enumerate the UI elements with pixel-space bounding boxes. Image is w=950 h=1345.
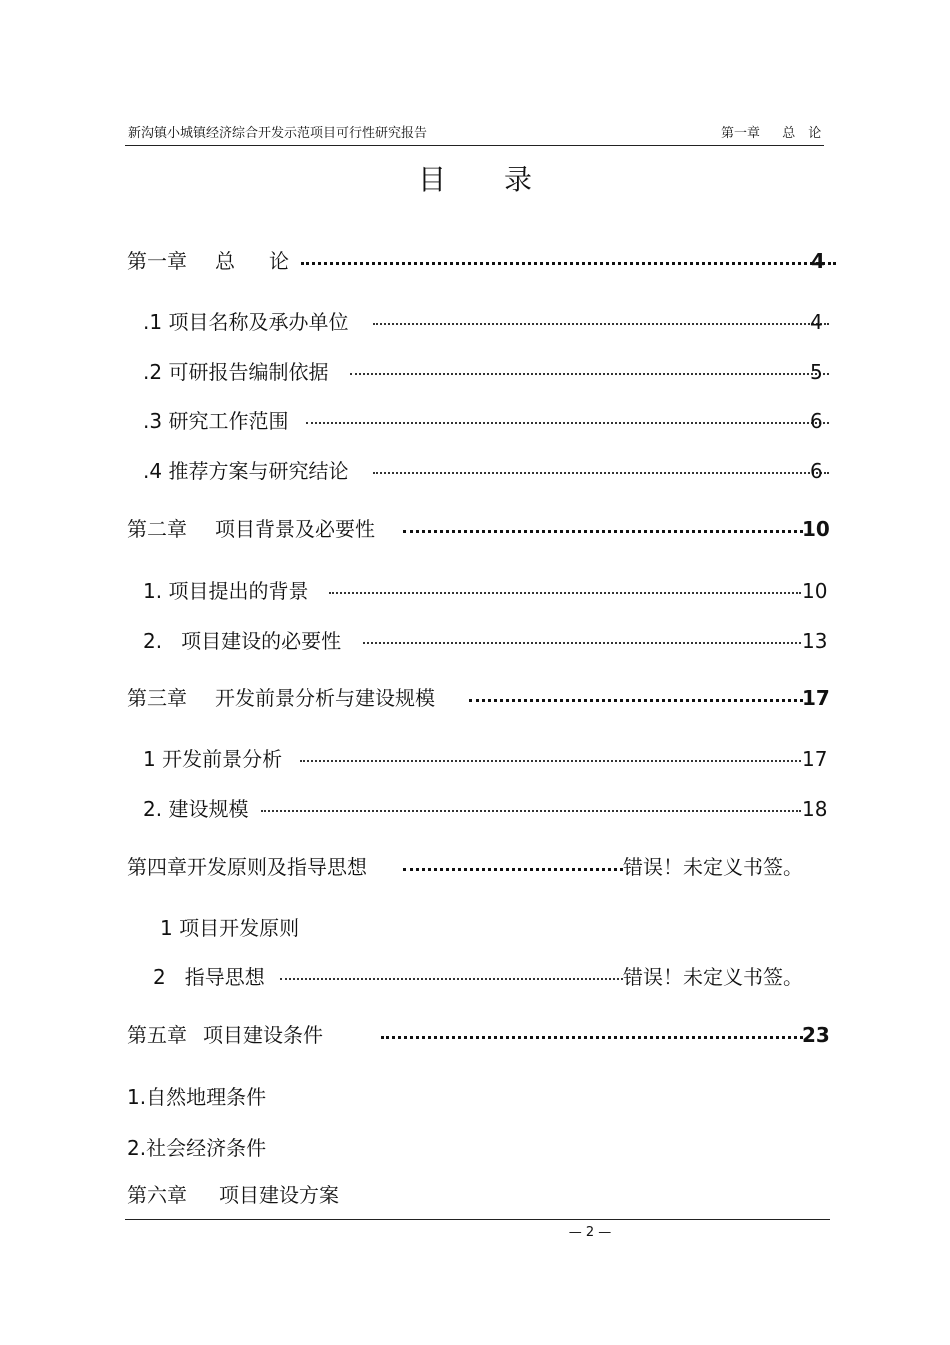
- toc-section-label: 1. 项目提出的背景: [143, 579, 309, 603]
- toc-section-label: 1 项目开发原则: [160, 916, 300, 940]
- toc-section-1-2[interactable]: [143, 357, 833, 387]
- toc-section-1-4[interactable]: [143, 456, 833, 486]
- toc-leader: [381, 1036, 803, 1039]
- toc-section-page: 6: [810, 409, 823, 433]
- toc-section-3-2[interactable]: [143, 794, 833, 824]
- toc-section-2-1[interactable]: [143, 576, 833, 606]
- toc-chapter-6[interactable]: [127, 1180, 527, 1210]
- toc-chapter-5[interactable]: [127, 1020, 837, 1050]
- footer-rule: [125, 1219, 830, 1220]
- toc-chapter-4[interactable]: [127, 852, 837, 882]
- toc-section-page: 18: [802, 797, 828, 821]
- toc-section-5-1[interactable]: [127, 1082, 527, 1112]
- toc-leader: [373, 472, 829, 474]
- toc-leader: [403, 868, 623, 871]
- toc-chapter-3-label: 第三章 开发前景分析与建设规模: [127, 686, 435, 710]
- toc-section-label: 2 指导思想: [153, 965, 265, 989]
- toc-chapter-1-page: 4: [811, 249, 825, 273]
- header-rule: [125, 145, 824, 146]
- toc-section-page: 5: [810, 360, 823, 384]
- toc-section-label: 1.自然地理条件: [127, 1085, 267, 1109]
- toc-section-4-1[interactable]: [160, 913, 560, 943]
- toc-chapter-6-label: 第六章 项目建设方案: [127, 1183, 339, 1207]
- toc-chapter-1[interactable]: [127, 246, 837, 276]
- toc-leader: [261, 810, 801, 812]
- toc-chapter-3[interactable]: [127, 683, 837, 713]
- toc-section-page: 10: [802, 579, 828, 603]
- toc-section-label: .3 研究工作范围: [143, 409, 289, 433]
- toc-section-label: .1 项目名称及承办单位: [143, 310, 349, 334]
- toc-chapter-5-label: 第五章 项目建设条件: [127, 1023, 323, 1047]
- toc-section-2-2[interactable]: [143, 626, 833, 656]
- toc-section-1-1[interactable]: [143, 307, 833, 337]
- toc-title: 目录: [417, 163, 590, 196]
- header-chapter-name: 总 论: [782, 126, 822, 141]
- toc-section-page: 6: [810, 459, 823, 483]
- header-chapter: [721, 122, 821, 141]
- toc-section-label: 2. 建设规模: [143, 797, 249, 821]
- toc-leader: [301, 262, 836, 265]
- toc-chapter-3-page: 17: [802, 686, 830, 710]
- toc-leader: [363, 642, 801, 644]
- toc-section-label: .4 推荐方案与研究结论: [143, 459, 349, 483]
- toc-chapter-2-label: 第二章 项目背景及必要性: [127, 517, 375, 541]
- toc-section-page: 4: [810, 310, 823, 334]
- header-chapter-label: 第一章: [721, 126, 761, 141]
- toc-section-page: 错误！未定义书签。: [623, 965, 803, 989]
- toc-section-1-3[interactable]: [143, 406, 833, 436]
- toc-chapter-4-label: 第四章开发原则及指导思想: [127, 855, 367, 879]
- toc-leader: [350, 373, 829, 375]
- toc-chapter-4-page: 错误！未定义书签。: [623, 855, 803, 879]
- toc-section-label: 2. 项目建设的必要性: [143, 629, 342, 653]
- toc-section-label: 1 开发前景分析: [143, 747, 283, 771]
- toc-section-5-2[interactable]: [127, 1133, 527, 1163]
- toc-chapter-2[interactable]: [127, 514, 837, 544]
- footer-page-number: — 2 —: [568, 1225, 612, 1240]
- toc-chapter-5-page: 23: [802, 1023, 830, 1047]
- toc-section-label: .2 可研报告编制依据: [143, 360, 329, 384]
- toc-chapter-1-label: 第一章 总 论: [127, 249, 289, 273]
- toc-section-4-2[interactable]: [153, 962, 833, 992]
- toc-leader: [403, 530, 803, 533]
- toc-leader: [280, 978, 623, 980]
- toc-section-page: 13: [802, 629, 828, 653]
- toc-leader: [329, 592, 801, 594]
- toc-leader: [306, 422, 829, 424]
- toc-leader: [469, 699, 803, 702]
- toc-section-3-1[interactable]: [143, 744, 833, 774]
- header-doc-title: 新沟镇小城镇经济综合开发示范项目可行性研究报告: [128, 126, 428, 141]
- toc-leader: [300, 760, 801, 762]
- toc-section-label: 2.社会经济条件: [127, 1136, 267, 1160]
- toc-chapter-2-page: 10: [802, 517, 830, 541]
- toc-leader: [373, 323, 829, 325]
- toc-section-page: 17: [802, 747, 828, 771]
